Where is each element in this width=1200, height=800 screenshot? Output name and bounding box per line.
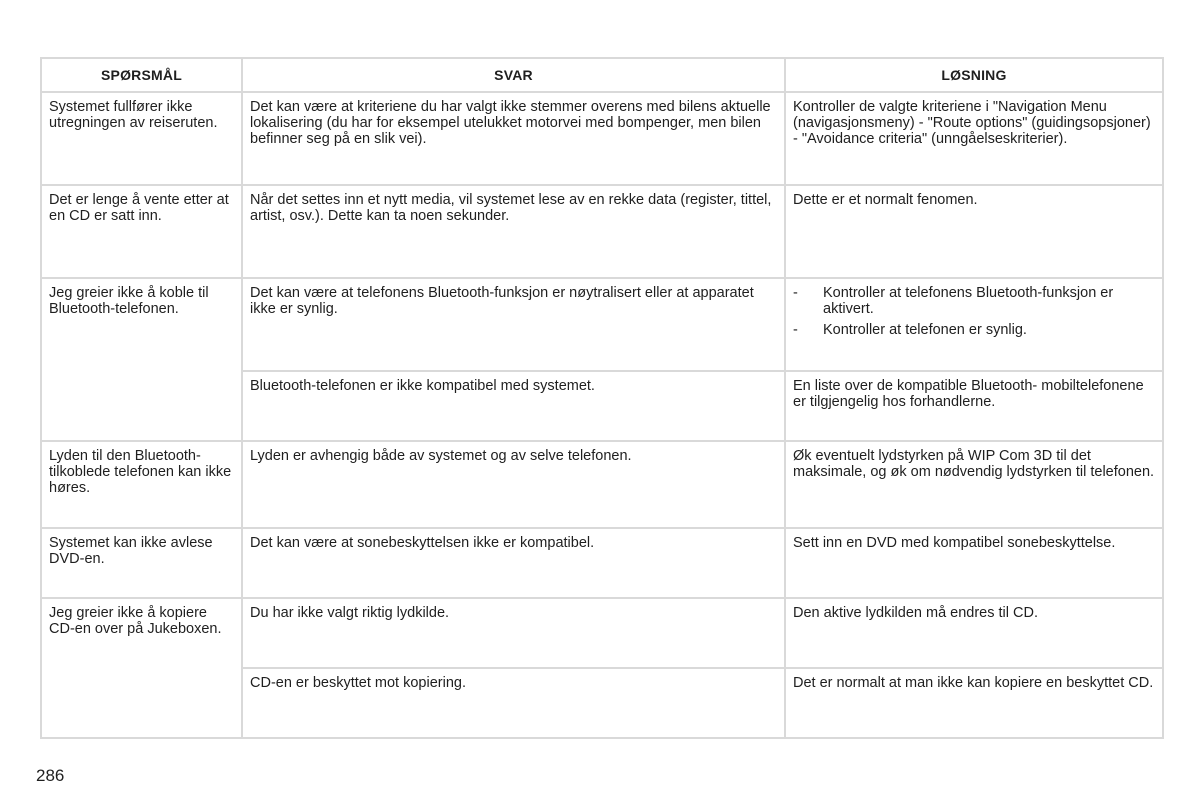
answer-cell: Når det settes inn et nytt media, vil systemet lese av en rekke data (register, tittel, artist, osv.). Dette kan ta noen sekunder. [242,185,785,278]
answer-cell: Det kan være at telefonens Bluetooth-funksjon er nøytralisert eller at apparatet ikke er synlig. [242,278,785,371]
solution-cell: Kontroller de valgte kriteriene i "Navigation Menu (navigasjonsmeny) - "Route options" (guidingsopsjoner) - "Avoidance criteria" (unngåelseskriterier). [785,92,1163,185]
list-item-text: Kontroller at telefonens Bluetooth-funksjon er aktivert. [823,285,1114,317]
troubleshooting-table [40,57,1164,739]
table-row [41,528,1163,598]
list-item-text: Kontroller at telefonen er synlig. [823,322,1027,338]
header-solution: LØSNING [785,58,1163,92]
question-cell: Jeg greier ikke å koble til Bluetooth-telefonen. [41,278,242,441]
table-row [41,185,1163,278]
solution-cell: Sett inn en DVD med kompatibel sonebeskyttelse. [785,528,1163,598]
bullet-dash: - [793,285,798,301]
question-cell: Systemet kan ikke avlese DVD-en. [41,528,242,598]
answer-cell: Det kan være at kriteriene du har valgt ikke stemmer overens med bilens aktuelle lokalisering (du har for eksempel utelukket motorvei med bompenger, men bilen befinner seg på en slik vei). [242,92,785,185]
table-row [41,598,1163,668]
solution-cell: Dette er et normalt fenomen. [785,185,1163,278]
solution-cell [785,278,1163,371]
table-row [41,441,1163,528]
question-cell: Det er lenge å vente etter at en CD er satt inn. [41,185,242,278]
solution-cell: Øk eventuelt lydstyrken på WIP Com 3D til det maksimale, og øk om nødvendig lydstyrken til telefonen. [785,441,1163,528]
answer-cell: Du har ikke valgt riktig lydkilde. [242,598,785,668]
solution-cell: Det er normalt at man ikke kan kopiere en beskyttet CD. [785,668,1163,738]
header-answer: SVAR [242,58,785,92]
header-question: SPØRSMÅL [41,58,242,92]
list-item [793,285,1155,317]
list-item [793,322,1155,338]
table-row [41,278,1163,371]
question-cell: Jeg greier ikke å kopiere CD-en over på Jukeboxen. [41,598,242,738]
solution-cell: En liste over de kompatible Bluetooth- mobiltelefonene er tilgjengelig hos forhandlerne. [785,371,1163,441]
answer-cell: Lyden er avhengig både av systemet og av selve telefonen. [242,441,785,528]
answer-cell: Det kan være at sonebeskyttelsen ikke er kompatibel. [242,528,785,598]
answer-cell: Bluetooth-telefonen er ikke kompatibel med systemet. [242,371,785,441]
table-row [41,92,1163,185]
question-cell: Lyden til den Bluetooth-tilkoblede telefonen kan ikke høres. [41,441,242,528]
solution-cell: Den aktive lydkilden må endres til CD. [785,598,1163,668]
solution-bullet-list [793,285,1155,338]
page-number: 286 [36,766,65,785]
bullet-dash: - [793,322,798,338]
question-cell: Systemet fullfører ikke utregningen av reiseruten. [41,92,242,185]
answer-cell: CD-en er beskyttet mot kopiering. [242,668,785,738]
table-header-row [41,58,1163,92]
